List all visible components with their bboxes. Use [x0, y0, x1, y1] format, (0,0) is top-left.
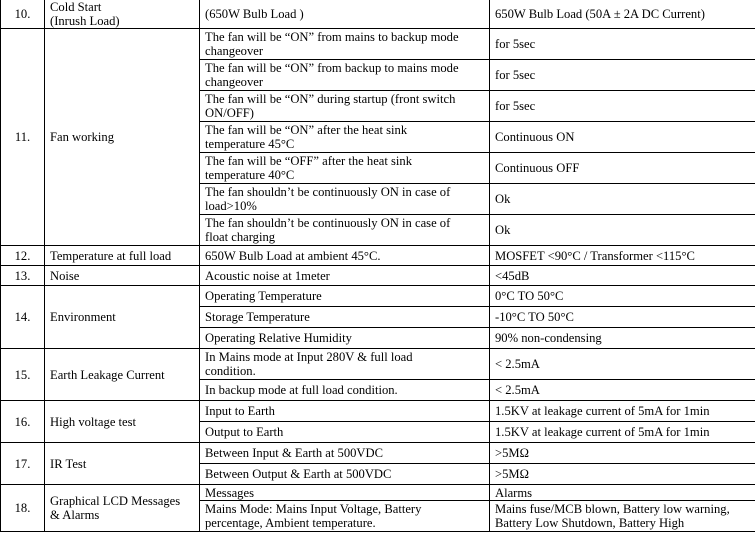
text-line: < 2.5mA: [495, 383, 540, 397]
text-line: 650W Bulb Load (50A ± 2A DC Current): [495, 7, 705, 21]
serial-number: 14.: [1, 286, 45, 349]
text-line: Environment: [50, 310, 116, 324]
test-condition: [200, 60, 490, 91]
test-condition: [200, 29, 490, 60]
text-line: <45dB: [495, 268, 530, 283]
serial-number: 18.: [1, 485, 45, 532]
test-condition: [200, 380, 490, 401]
text-line: Operating Relative Humidity: [205, 331, 352, 345]
test-condition: [200, 122, 490, 153]
specification-value: [490, 0, 755, 29]
text-line: 0°C TO 50°C: [495, 289, 564, 303]
text-line: Earth Leakage Current: [50, 367, 165, 382]
test-condition: [200, 307, 490, 328]
table-row: [1, 485, 755, 501]
specification-value: [490, 422, 755, 443]
table-row: [1, 246, 755, 266]
test-condition: [200, 464, 490, 485]
text-line: temperature 40°C: [205, 168, 295, 182]
test-condition: [200, 501, 490, 532]
test-condition: [200, 91, 490, 122]
parameter-name: [45, 401, 200, 443]
text-line: ON/OFF): [205, 106, 254, 120]
text-line: for 5sec: [495, 68, 536, 82]
serial-number: 12.: [1, 246, 45, 266]
text-line: -10°C TO 50°C: [495, 310, 574, 324]
text-line: Input to Earth: [205, 404, 275, 418]
specification-value: [490, 184, 755, 215]
specification-value: [490, 91, 755, 122]
specification-value: [490, 246, 755, 266]
text-line: 1.5KV at leakage current of 5mA for 1min: [495, 425, 710, 439]
text-line: The fan will be “ON” during startup (front switch: [205, 92, 456, 106]
text-line: Graphical LCD Messages: [50, 494, 181, 508]
test-condition: [200, 422, 490, 443]
table-row: [1, 0, 755, 29]
serial-number: 10.: [1, 0, 45, 29]
specification-value: [490, 122, 755, 153]
text-line: Fan working: [50, 130, 115, 144]
specification-value: [490, 286, 755, 307]
text-line: Acoustic noise at 1meter: [205, 268, 330, 283]
specification-value: [490, 485, 755, 501]
test-condition: [200, 443, 490, 464]
serial-number: 15.: [1, 349, 45, 401]
test-condition: [200, 485, 490, 501]
test-condition: [200, 215, 490, 246]
parameter-name: [45, 246, 200, 266]
text-line: load>10%: [205, 199, 257, 213]
text-line: changeover: [205, 75, 264, 89]
text-line: The fan will be “ON” from backup to mains mode: [205, 61, 459, 75]
table-row: [1, 349, 755, 380]
serial-number: 11.: [1, 29, 45, 246]
specification-value: [490, 501, 755, 532]
text-line: The fan will be “OFF” after the heat sink: [205, 154, 413, 168]
test-condition: [200, 286, 490, 307]
text-line: < 2.5mA: [495, 357, 540, 371]
text-line: IR Test: [50, 456, 87, 471]
parameter-name: [45, 485, 200, 532]
text-line: The fan shouldn’t be continuously ON in case of: [205, 185, 451, 199]
table-row: [1, 401, 755, 422]
text-line: Continuous ON: [495, 130, 575, 144]
parameter-name: [45, 286, 200, 349]
text-line: condition.: [205, 364, 256, 378]
specification-value: [490, 401, 755, 422]
specification-value: [490, 266, 755, 286]
parameter-name: [45, 443, 200, 485]
text-line: 90% non-condensing: [495, 331, 602, 345]
serial-number: 13.: [1, 266, 45, 286]
text-line: Ok: [495, 192, 511, 206]
text-line: float charging: [205, 230, 276, 244]
text-line: High voltage test: [50, 414, 137, 429]
text-line: Battery Low Shutdown, Battery High: [495, 516, 685, 530]
specification-value: [490, 215, 755, 246]
text-line: Alarms: [495, 485, 533, 500]
text-line: Operating Temperature: [205, 289, 322, 303]
text-line: (Inrush Load): [50, 14, 120, 28]
text-line: >5MΩ: [495, 467, 529, 481]
table-row: [1, 286, 755, 307]
text-line: Storage Temperature: [205, 310, 310, 324]
text-line: Temperature at full load: [50, 248, 172, 263]
text-line: for 5sec: [495, 37, 536, 51]
text-line: In backup mode at full load condition.: [205, 383, 398, 397]
parameter-name: [45, 349, 200, 401]
text-line: Noise: [50, 268, 80, 283]
table-row: [1, 266, 755, 286]
text-line: MOSFET <90°C / Transformer <115°C: [495, 248, 695, 263]
specification-value: [490, 307, 755, 328]
text-line: The fan will be “ON” from mains to backup mode: [205, 30, 459, 44]
test-condition: [200, 0, 490, 29]
test-condition: [200, 184, 490, 215]
text-line: Ok: [495, 223, 511, 237]
test-condition: [200, 266, 490, 286]
text-line: Cold Start: [50, 0, 102, 14]
text-line: Messages: [205, 485, 254, 500]
text-line: for 5sec: [495, 99, 536, 113]
text-line: temperature 45°C: [205, 137, 295, 151]
specification-value: [490, 60, 755, 91]
text-line: Continuous OFF: [495, 161, 580, 175]
table-row: [1, 443, 755, 464]
text-line: percentage, Ambient temperature.: [205, 516, 376, 530]
text-line: Between Input & Earth at 500VDC: [205, 446, 384, 460]
test-condition: [200, 401, 490, 422]
test-condition: [200, 349, 490, 380]
specification-value: [490, 29, 755, 60]
table-row: [1, 29, 755, 60]
test-condition: [200, 246, 490, 266]
parameter-name: [45, 266, 200, 286]
specification-value: [490, 464, 755, 485]
text-line: (650W Bulb Load ): [205, 7, 304, 21]
serial-number: 16.: [1, 401, 45, 443]
text-line: 650W Bulb Load at ambient 45°C.: [205, 248, 381, 263]
specification-value: [490, 328, 755, 349]
text-line: & Alarms: [50, 508, 100, 522]
text-line: Mains Mode: Mains Input Voltage, Battery: [205, 502, 422, 516]
text-line: In Mains mode at Input 280V & full load: [205, 350, 413, 364]
parameter-name: [45, 0, 200, 29]
test-condition: [200, 153, 490, 184]
specification-value: [490, 349, 755, 380]
text-line: The fan shouldn’t be continuously ON in case of: [205, 216, 451, 230]
text-line: >5MΩ: [495, 446, 529, 460]
text-line: Between Output & Earth at 500VDC: [205, 467, 392, 481]
test-condition: [200, 328, 490, 349]
text-line: changeover: [205, 44, 264, 58]
serial-number: 17.: [1, 443, 45, 485]
specification-value: [490, 443, 755, 464]
text-line: 1.5KV at leakage current of 5mA for 1min: [495, 404, 710, 418]
specification-value: [490, 380, 755, 401]
text-line: Output to Earth: [205, 425, 284, 439]
text-line: Mains fuse/MCB blown, Battery low warning,: [495, 502, 730, 516]
specification-value: [490, 153, 755, 184]
text-line: The fan will be “ON” after the heat sink: [205, 123, 408, 137]
parameter-name: [45, 29, 200, 246]
